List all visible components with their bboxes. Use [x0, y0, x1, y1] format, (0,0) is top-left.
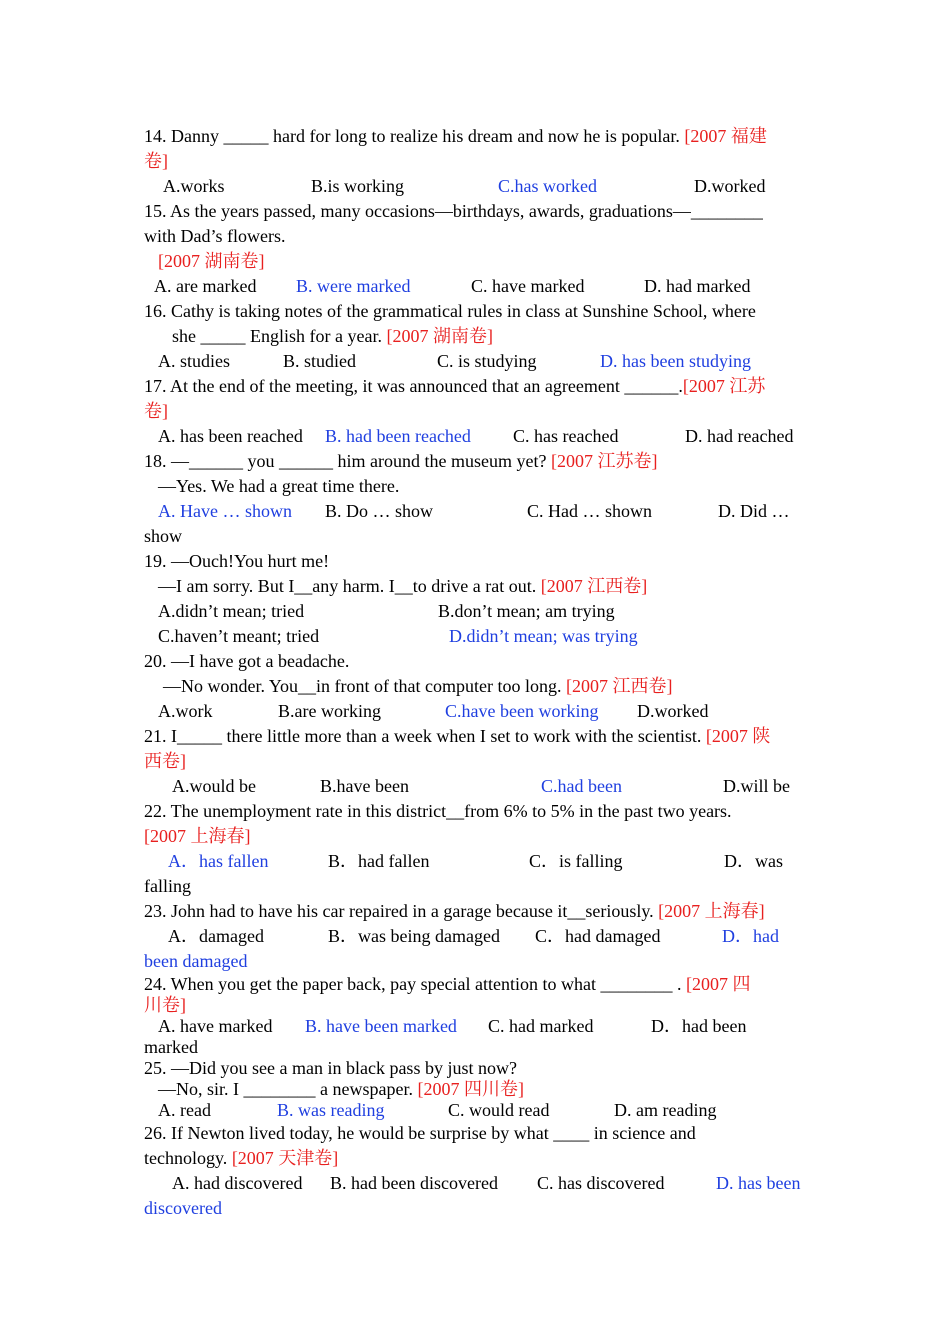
option-d: D.worked [637, 701, 709, 721]
question-18-options [144, 499, 808, 524]
question-text: 14. Danny _____ hard for long to realize his dream and now he is popular. [144, 126, 685, 146]
option-a: A. studies [158, 351, 230, 371]
option-d-answer: D．had [722, 926, 779, 946]
source-label: 卷] [144, 401, 168, 421]
question-25-options [144, 1100, 808, 1121]
question-19-stem: 19. —Ouch!You hurt me! [144, 551, 330, 571]
question-21-stem: 21. I_____ there little more than a week when I set to work with the scientist. [2007 陕 [144, 726, 771, 746]
source-label: [2007 江苏 [682, 376, 766, 396]
source-label: [2007 天津卷] [231, 1148, 339, 1168]
source-label: 西卷] [144, 751, 186, 771]
source-label: [2007 湖南卷] [386, 326, 493, 346]
option-c-answer: C.had been [541, 776, 622, 796]
question-23-stem: 23. John had to have his car repaired in a garage because it__seriously. [2007 上海春] [144, 901, 765, 921]
option-b: B．had fallen [328, 851, 430, 871]
option-b: B.are working [278, 701, 381, 721]
source-label: [2007 上海春] [144, 826, 251, 846]
source-label: [2007 陕 [705, 726, 771, 746]
question-19-options-cd [144, 624, 808, 649]
source-label: [2007 福建 [684, 126, 767, 146]
option-a: A.would be [172, 776, 256, 796]
question-25-stem: 25. —Did you see a man in black pass by just now? [144, 1058, 517, 1078]
source-label: [2007 江苏卷] [550, 451, 658, 471]
question-17-stem: 17. At the end of the meeting, it was announced that an agreement ______.[2007 江苏 [144, 376, 766, 396]
question-24-stem: 24. When you get the paper back, pay special attention to what ________ . [2007 四 [144, 974, 751, 994]
source-label: [2007 湖南卷] [158, 251, 265, 271]
question-14-stem [144, 124, 808, 149]
option-d: D. am reading [614, 1100, 717, 1120]
option-b-answer: B. was reading [277, 1100, 385, 1120]
option-d-answer: D. has been studying [600, 351, 751, 371]
option-b: B. had been discovered [330, 1173, 498, 1193]
option-c: C．had damaged [535, 926, 661, 946]
option-c: C. has discovered [537, 1173, 665, 1193]
source-label: [2007 江西卷] [565, 676, 673, 696]
question-15-options [144, 274, 808, 299]
question-26-options [144, 1171, 808, 1196]
option-a-answer: A．has fallen [168, 851, 269, 871]
option-c: C. have marked [471, 276, 585, 296]
option-d: D．had been [651, 1016, 747, 1036]
option-c: C.haven’t meant; tried [158, 626, 320, 646]
option-b-answer: B. have been marked [305, 1016, 457, 1036]
question-19-options-ab [144, 599, 808, 624]
source-label: [2007 上海春] [658, 901, 765, 921]
option-c: C. is studying [437, 351, 537, 371]
option-a: A.works [163, 176, 225, 196]
question-26-stem: 26. If Newton lived today, he would be surprise by what ____ in science and [144, 1123, 696, 1143]
question-15-stem: 15. As the years passed, many occasions—birthdays, awards, graduations—________ [144, 201, 763, 221]
question-16-stem: 16. Cathy is taking notes of the grammatical rules in class at Sunshine School, where [144, 301, 756, 321]
option-c-answer: C.has worked [498, 176, 597, 196]
option-b: B. Do … show [325, 501, 434, 521]
source-label: [2007 江西卷] [540, 576, 648, 596]
option-c-answer: C.have been working [445, 701, 599, 721]
option-d: D.will be [723, 776, 790, 796]
option-c: C. had marked [488, 1016, 594, 1036]
option-b: B．was being damaged [328, 926, 500, 946]
question-16-options [144, 349, 808, 374]
question-14-options [144, 174, 808, 199]
option-d-answer: D.didn’t mean; was trying [449, 626, 638, 646]
option-a: A.didn’t mean; tried [158, 601, 305, 621]
source-label: [2007 四 [686, 974, 751, 994]
question-17-options [144, 424, 808, 449]
question-22-stem: 22. The unemployment rate in this district__from 6% to 5% in the past two years. [144, 801, 732, 821]
option-b-answer: B. had been reached [325, 426, 471, 446]
option-a: A．damaged [168, 926, 264, 946]
option-b-answer: B. were marked [296, 276, 411, 296]
option-a: A.work [158, 701, 213, 721]
source-label: 卷] [144, 151, 168, 171]
option-d-answer: D. has been [716, 1173, 801, 1193]
option-b: B.is working [311, 176, 405, 196]
question-18-stem: 18. —______ you ______ him around the museum yet? [2007 江苏卷] [144, 451, 658, 471]
option-d: D. Did … [718, 501, 790, 521]
option-c: C. has reached [513, 426, 619, 446]
option-d: D. had marked [644, 276, 751, 296]
option-c: C. Had … shown [527, 501, 652, 521]
option-a: A. has been reached [158, 426, 303, 446]
question-24-options [144, 1016, 808, 1037]
question-20-stem: 20. —I have got a beadache. [144, 651, 350, 671]
question-list: 14. Danny _____ hard for long to realize his dream and now he is popular. [2007 福建 卷] A.works B.is working C.has worked D.worked 15. As the years passed, many occasions—birthdays, awards, graduations—________ with Dad’s flowers. [2007 湖南卷] A. are marked B. were marked C. have marked D. had marked 16. Cathy is taking notes of the grammatical rules in class at Sunshine School, where she _____ English for a year. [2007 湖南卷] A. studies B. studied C. is studying D. has been studying 17. At the end of the meeting, it was announced that an agreement ______.[2007 江苏 卷] A. has been reached B. had been reached C. has reached D. had reached 18. —______ you ______ him around the museum yet? [2007 江苏卷] —Yes. We had a great time there. A. Have … shown B. Do … show C. Had … shown D. Did … show 19. —Ouch!You hurt me! —I am sorry. But I__any harm. I__to drive a rat out. [2007 江西卷] A.didn’t mean; tried B.don’t mean; am trying C.haven’t meant; tried D.didn’t mean; was trying 20. —I have got a beadache. —No wonder. You__in front of that computer too long. [2007 江西卷] A.work B.are working C.have been working D.worked 21. I_____ there little more than a week when I set to work with the scientist. [2007 陕 西卷] A.would be B.have been C.had been D.will be 22. The unemployment rate in this district__from 6% to 5% in the past two years. [2007 上海春] A．has fallen B．had fallen C．is falling D．was falling 23. John had to have his car repaired in a garage because it__seriously. [2007 上海春] A．damaged B．was being damaged C．had damaged D．had been damaged 24. When you get the paper back, pay special attention to what ________ . [2007 四 川卷] A. have marked B. have been marked C. had marked D．had been marked 25. —Did you see a man in black pass by just now? —No, sir. I ________ a newspaper. [2007 四川卷] A. read B. was reading C. would read D. am reading 26. If Newton lived today, he would be surprise by what ____ in science and technology. [2007 天津卷] A. had discovered B. had been discovered C. has discovered D. has been discovered [144, 124, 808, 1221]
option-a: A. had discovered [172, 1173, 303, 1193]
question-22-options [144, 849, 808, 874]
question-20-options [144, 699, 808, 724]
option-b: B. studied [283, 351, 357, 371]
option-d: D. had reached [685, 426, 794, 446]
option-a: A. have marked [158, 1016, 273, 1036]
option-d: D．was [724, 851, 783, 871]
option-a: A. are marked [154, 276, 257, 296]
question-23-options [144, 924, 808, 949]
source-label: [2007 四川卷] [417, 1079, 524, 1099]
question-21-options [144, 774, 808, 799]
option-c: C．is falling [529, 851, 623, 871]
source-label: 川卷] [144, 995, 186, 1015]
option-a: A. read [158, 1100, 211, 1120]
option-a-answer: A. Have … shown [158, 501, 292, 521]
option-d: D.worked [694, 176, 766, 196]
option-b: B.have been [320, 776, 409, 796]
option-b: B.don’t mean; am trying [438, 601, 615, 621]
option-c: C. would read [448, 1100, 550, 1120]
